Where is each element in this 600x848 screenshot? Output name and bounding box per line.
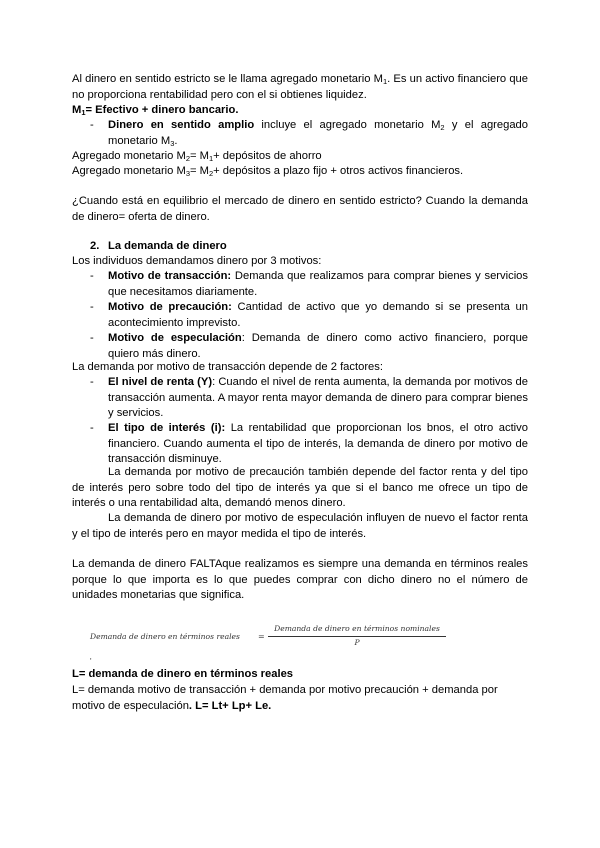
subscript: 1 [208, 154, 214, 163]
text-run: + depósitos a plazo fijo + otros activos financieros. [213, 165, 464, 177]
paragraph-dinero-estricto [72, 72, 528, 103]
paragraph-terminos-reales: La demanda de dinero FALTAque realizamos es siempre una demanda en términos reales porque lo que importa es lo que puedes comprar con dicho dinero no el número de unidades monetarias que significa. [72, 558, 528, 601]
text-run: L= demanda motivo de transacción + demanda por motivo precaución + demanda por motivo de especulación [72, 684, 498, 712]
text-run: M [72, 104, 82, 116]
text-run: = M [189, 150, 209, 162]
intro-motivos: Los individuos demandamos dinero por 3 motivos: [72, 255, 322, 267]
section-number: 2. [90, 240, 100, 252]
question-equilibrio: ¿Cuando está en equilibrio el mercado de dinero en sentido estricto? Cuando la demanda de dinero= oferta de dinero. [72, 195, 528, 223]
m1-definition [72, 103, 528, 119]
text-run: : Demanda de dinero como activo financiero, porque quiero más dinero. [108, 332, 529, 360]
text-run: Al dinero en sentido estricto se le llama agregado monetario M [72, 73, 383, 85]
subscript: 3 [170, 138, 175, 148]
bullet-dash: - [90, 301, 94, 313]
formula-numerator: Demanda de dinero en términos nominales [274, 624, 440, 633]
text-run: Agregado monetario M [72, 165, 186, 177]
subscript: 2 [208, 169, 214, 178]
text-run: . [174, 134, 178, 147]
paragraph-precaucion: La demanda por motivo de precaución también depende del factor renta y del tipo de interés pero sobre todo del tipo de interés ya que si el banco me ofrece un tipo de interés o una rentabilidad alta, demandó menos dinero. [72, 466, 528, 509]
formula-denominator: P [354, 638, 360, 647]
bullet-nivel-renta [90, 375, 528, 422]
l-definition: L= demanda de dinero en términos reales [72, 668, 294, 680]
text-run: . Es un activo financiero que no proporciona rentabilidad pero con el si obtienes liquidez. [72, 73, 528, 101]
section-title: La demanda de dinero [108, 240, 227, 252]
text-run: = M [189, 165, 209, 177]
bullet-dash: - [90, 332, 94, 344]
bullet-dinero-amplio [90, 118, 528, 149]
bullet-motivo-precaucion [90, 300, 528, 331]
agregado-m3 [72, 164, 528, 180]
text-run: Cantidad de activo que yo demando si se presenta un acontecimiento imprevisto. [108, 301, 529, 329]
text-run: Agregado monetario M [72, 150, 186, 162]
l-formula-bold: . L= Lt+ Lp+ Le. [188, 699, 272, 712]
fraction-bar [268, 636, 446, 637]
subscript: 2 [440, 123, 445, 132]
formula-lhs: Demanda de dinero en términos reales [90, 632, 240, 641]
stray-mark: ' [90, 657, 92, 666]
subscript: 3 [185, 169, 190, 178]
formula-equals: = [258, 632, 265, 641]
text-run: + depósitos de ahorro [213, 150, 322, 162]
subscript: 1 [81, 108, 86, 117]
bullet-bold: El tipo de interés (i): [108, 422, 226, 434]
bullet-motivo-especulacion [90, 331, 528, 362]
bullet-bold: Motivo de transacción: [108, 270, 232, 282]
subscript: 2 [185, 154, 190, 163]
bullet-motivo-transaccion [90, 269, 528, 300]
text-run: : Cuando el nivel de renta aumenta, la demanda por motivos de transacción aumenta. A mayor renta mayor demanda de dinero para comprar bienes y servicios. [108, 376, 529, 419]
bullet-dash: - [90, 119, 94, 131]
section-heading [90, 239, 227, 255]
text-run: Demanda que realizamos para comprar bienes y servicios que necesitamos diariamente. [108, 270, 528, 298]
text-run: = Efectivo + dinero bancario. [85, 104, 239, 116]
agregado-m2 [72, 149, 528, 165]
subscript: 1 [382, 77, 388, 86]
text-run: incluye el agregado monetario M [254, 119, 441, 131]
bullet-dash: - [90, 422, 94, 434]
text-run: La rentabilidad que proporcionan los bnos, el otro activo financiero. Cuando aumenta el tipo de interés, la demanda de dinero por motivo de transacción disminuye. [108, 422, 528, 465]
bullet-dash: - [90, 376, 94, 388]
text-run: y el agregado monetario M [108, 119, 529, 147]
bullet-bold: Motivo de especulación [108, 332, 242, 344]
l-equation [72, 683, 528, 714]
bullet-bold: Motivo de precaución: [108, 301, 232, 313]
bullet-dash: - [90, 270, 94, 282]
formula-demanda-real [90, 624, 470, 652]
bullet-tipo-interes [90, 421, 528, 468]
intro-factores: La demanda por motivo de transacción depende de 2 factores: [72, 361, 383, 373]
paragraph-especulacion: La demanda de dinero por motivo de especulación influyen de nuevo el factor renta y el tipo de interés pero en mayor medida el tipo de interés. [72, 512, 528, 540]
bullet-bold: El nivel de renta (Y) [108, 376, 213, 388]
bullet-bold: Dinero en sentido amplio [108, 119, 255, 131]
